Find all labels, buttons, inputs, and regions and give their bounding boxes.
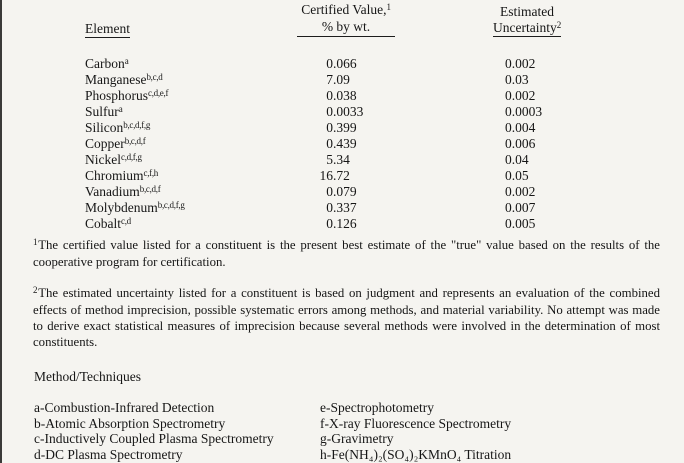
footnote-2-text: The estimated uncertainty listed for a constituent is based on judgment and represents an evaluation of the combined effects of method imprecision, possible systematic errors among methods, and material variability. No attempt was made to derive exact statistical measures of imprecision because several methods were involved in the determination of most constituents.	[33, 286, 660, 349]
table-row	[85, 120, 684, 136]
element-name: Chromium	[85, 168, 144, 183]
element-name: Vanadium	[85, 184, 140, 199]
footnote-2-ref: 2	[33, 285, 38, 295]
header-certified-value	[285, 2, 407, 37]
certified-value: 5.34	[326, 152, 350, 167]
element-name: Molybdenum	[85, 200, 158, 215]
uncertainty-value: 0.002	[505, 184, 536, 199]
uncertainty-value: 0.03	[505, 72, 529, 87]
element-name: Manganese	[85, 72, 147, 87]
method-item-c: c-Inductively Coupled Plasma Spectrometry	[34, 431, 274, 446]
element-method-refs: b,c,d,f,g	[157, 200, 185, 210]
header-uncertainty	[407, 4, 684, 37]
element-method-refs: b,c,d,f	[139, 184, 161, 194]
table-row	[85, 72, 684, 88]
uncertainty-value: 0.004	[505, 120, 536, 135]
footnote-1-ref: 1	[33, 237, 38, 247]
table-row	[85, 168, 684, 184]
uncertainty-value: 0.005	[505, 216, 536, 231]
scan-edge-artifact	[0, 0, 2, 463]
certified-value: 0.337	[326, 200, 357, 215]
element-name: Cobalt	[85, 216, 121, 231]
element-name: Nickel	[85, 152, 121, 167]
header-element-label: Element	[85, 21, 130, 36]
element-name: Sulfur	[85, 104, 119, 119]
method-item-a: a-Combustion-Infrared Detection	[34, 400, 215, 415]
table-row	[85, 56, 684, 72]
certified-value: 16.72	[319, 168, 350, 183]
table-header-row	[85, 2, 684, 37]
element-name: Copper	[85, 136, 125, 151]
uncertainty-value: 0.002	[505, 56, 536, 71]
element-method-refs: a	[124, 56, 129, 66]
uncertainty-value: 0.0003	[505, 104, 543, 119]
table-row	[85, 136, 684, 152]
method-item-e: e-Spectrophotometry	[320, 400, 434, 415]
certified-value: 0.126	[326, 216, 357, 231]
header-uncertainty-line1: Estimated	[500, 4, 554, 19]
footnote-2	[33, 285, 660, 350]
method-item-f: f-X-ray Fluorescence Spectrometry	[320, 415, 512, 431]
certified-value: 0.079	[326, 184, 357, 199]
certified-value: 0.399	[326, 120, 357, 135]
uncertainty-value: 0.05	[505, 168, 529, 183]
table-row	[85, 152, 684, 168]
table-row	[85, 200, 684, 216]
element-method-refs: b,c,d	[146, 72, 163, 82]
certified-value: 0.066	[326, 56, 357, 71]
header-element	[85, 21, 285, 37]
table-row	[85, 184, 684, 200]
uncertainty-value: 0.04	[505, 152, 529, 167]
element-method-refs: b,c,d,f,g	[123, 120, 151, 130]
element-name: Phosphorus	[85, 88, 149, 103]
element-method-refs: c,f,h	[143, 168, 159, 178]
uncertainty-value: 0.002	[505, 88, 536, 103]
methods-left-column	[34, 400, 320, 462]
uncertainty-value: 0.006	[505, 136, 536, 151]
footnote-1	[33, 237, 660, 270]
certified-value: 0.0033	[326, 104, 364, 119]
element-method-refs: c,d	[121, 216, 131, 226]
certified-value: 7.09	[326, 72, 350, 87]
table-body	[85, 56, 684, 232]
header-uncertainty-line2: Uncertainty	[493, 20, 557, 35]
method-item-h: h-Fe(NH₄)₂(SO₄)₂KMnO₄ Titration	[320, 446, 512, 462]
table-row	[85, 216, 684, 232]
footnote-ref-1: 1	[386, 2, 391, 12]
footnote-1-text: The certified value listed for a constituent is the present best estimate of the "true" value based on the results of the cooperative program for certification.	[33, 238, 660, 269]
footnote-ref-2: 2	[556, 20, 561, 30]
table-row	[85, 88, 684, 104]
method-item-g: g-Gravimetry	[320, 431, 394, 446]
header-certified-value-unit: % by wt.	[297, 19, 395, 37]
table-row	[85, 104, 684, 120]
methods-section-title: Method/Techniques	[34, 369, 142, 384]
element-name: Carbon	[85, 56, 125, 71]
certified-value: 0.439	[326, 136, 357, 151]
element-name: Silicon	[85, 120, 124, 135]
certified-value: 0.038	[326, 88, 357, 103]
methods-right-column	[320, 400, 660, 462]
methods-legend	[34, 400, 660, 462]
uncertainty-value: 0.007	[505, 200, 536, 215]
element-method-refs: c,d,e,f	[148, 88, 169, 98]
element-method-refs: a	[118, 104, 123, 114]
element-method-refs: b,c,d,f	[124, 136, 146, 146]
method-item-d: d-DC Plasma Spectrometry	[34, 446, 183, 462]
header-certified-value-label: Certified Value,	[301, 2, 387, 17]
method-item-b: b-Atomic Absorption Spectrometry	[34, 415, 226, 431]
certified-values-table	[85, 2, 684, 232]
element-method-refs: c,d,f,g	[121, 152, 142, 162]
